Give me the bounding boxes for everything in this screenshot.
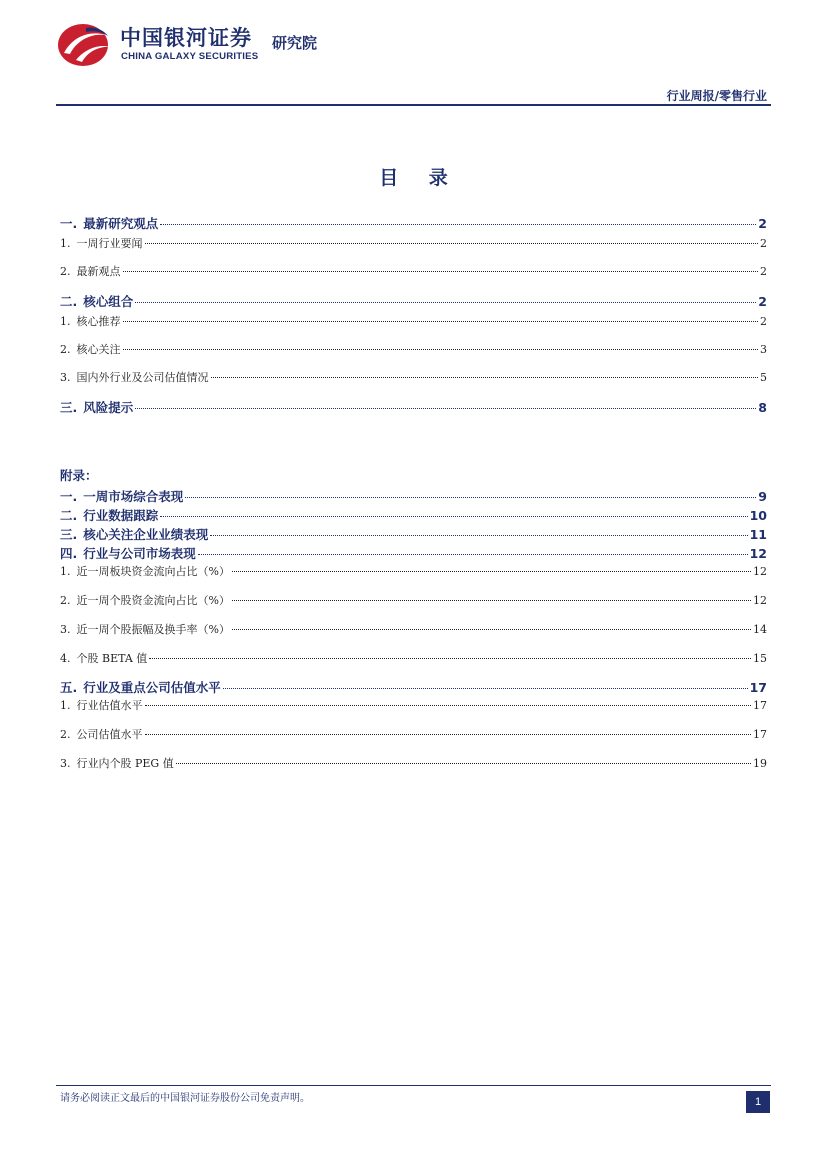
toc-dot-leader [145, 705, 752, 706]
toc-entry-title: 行业内个股 PEG 值 [76, 757, 174, 770]
toc-entry-page: 2 [760, 315, 767, 328]
toc-entry-page: 9 [758, 489, 767, 504]
toc-entry[interactable] [60, 650, 767, 666]
toc-dot-leader [211, 377, 759, 378]
toc-entry-number: 2. [60, 594, 71, 607]
toc-dot-leader [123, 271, 759, 272]
galaxy-logo-icon [56, 20, 112, 68]
toc-entry-title: 最新研究观点 [83, 216, 159, 231]
toc-entry-number: 3. [60, 757, 71, 770]
toc-entry-number: 1. [60, 315, 71, 328]
toc-dot-leader [185, 497, 756, 498]
toc-entry-title: 最新观点 [76, 265, 121, 278]
toc-entry[interactable] [60, 341, 767, 357]
toc-entry-title: 公司估值水平 [76, 728, 143, 741]
toc-entry[interactable] [60, 369, 767, 385]
toc-entry-page: 12 [749, 546, 767, 561]
toc-entry-number: 3. [60, 623, 71, 636]
toc-entry-page: 17 [753, 699, 767, 712]
toc-dot-leader [135, 408, 756, 409]
toc-dot-leader [223, 688, 748, 689]
toc-entry[interactable] [60, 525, 767, 543]
toc-dot-leader [198, 554, 748, 555]
toc-entry-title: 近一周板块资金流向占比（%） [76, 565, 230, 578]
toc-entry-page: 2 [760, 265, 767, 278]
toc-entry[interactable] [60, 544, 767, 562]
toc-entry-page: 19 [753, 757, 767, 770]
toc-entry[interactable] [60, 214, 767, 232]
toc-entry-page: 5 [760, 371, 767, 384]
toc-entry[interactable] [60, 292, 767, 310]
toc-entry-number: 2. [60, 265, 71, 278]
toc-title: 目 录 [379, 167, 460, 189]
toc-entry-number: 四. [60, 546, 78, 561]
toc-entry-title: 行业及重点公司估值水平 [83, 680, 221, 695]
toc-entry[interactable] [60, 621, 767, 637]
toc-entry[interactable] [60, 313, 767, 329]
toc-entry-page: 12 [753, 565, 767, 578]
toc-dot-leader [123, 321, 759, 322]
toc-entry-title: 核心组合 [83, 294, 134, 309]
toc-entry-page: 11 [749, 527, 767, 542]
toc-entry-title: 近一周个股资金流向占比（%） [76, 594, 230, 607]
toc-entry-number: 三. [60, 400, 78, 415]
toc-entry-page: 12 [753, 594, 767, 607]
toc-entry-page: 14 [753, 623, 767, 636]
toc-dot-leader [210, 535, 747, 536]
toc-entry-page: 2 [760, 237, 767, 250]
page-number: 1 [746, 1091, 770, 1113]
toc-dot-leader [232, 571, 751, 572]
toc-entry-number: 4. [60, 652, 71, 665]
toc-dot-leader [145, 734, 752, 735]
toc-entry-page: 17 [749, 680, 767, 695]
disclaimer-note: 请务必阅读正文最后的中国银河证券股份公司免责声明。 [60, 1093, 310, 1104]
toc-dot-leader [135, 302, 756, 303]
toc-entry-title: 核心关注企业业绩表现 [83, 527, 209, 542]
toc-entry-number: 1. [60, 237, 71, 250]
toc-entry-title: 风险提示 [83, 400, 134, 415]
toc-entry-number: 一. [60, 489, 78, 504]
toc-entry[interactable] [60, 263, 767, 279]
toc-entry-title: 一周市场综合表现 [83, 489, 184, 504]
toc-entry-title: 个股 BETA 值 [76, 652, 148, 665]
toc-entry-title: 行业与公司市场表现 [83, 546, 196, 561]
toc-entry-page: 17 [753, 728, 767, 741]
header-divider [56, 104, 771, 106]
toc-entry-number: 一. [60, 216, 78, 231]
toc-entry-number: 3. [60, 371, 71, 384]
toc-entry-page: 2 [758, 216, 767, 231]
brand-institute: 研究院 [272, 34, 318, 52]
brand-name-en: CHINA GALAXY SECURITIES [121, 51, 259, 62]
toc-dot-leader [232, 629, 751, 630]
toc-entry[interactable] [60, 726, 767, 742]
toc-entry[interactable] [60, 592, 767, 608]
toc-entry[interactable] [60, 235, 767, 251]
toc-dot-leader [232, 600, 751, 601]
toc-entry-title: 行业估值水平 [76, 699, 143, 712]
toc-dot-leader [160, 516, 747, 517]
toc-entry[interactable] [60, 755, 767, 771]
toc-entry-title: 核心推荐 [76, 315, 121, 328]
toc-dot-leader [123, 349, 759, 350]
footer-divider [56, 1085, 771, 1086]
toc-dot-leader [176, 763, 751, 764]
toc-entry[interactable] [60, 678, 767, 696]
toc-entry-page: 3 [760, 343, 767, 356]
toc-entry-number: 1. [60, 699, 71, 712]
toc-entry-number: 1. [60, 565, 71, 578]
brand-name-cn: 中国银河证券 [120, 26, 252, 50]
toc-entry-number: 二. [60, 508, 78, 523]
toc-entry[interactable] [60, 563, 767, 579]
company-logo [56, 20, 336, 68]
toc-entry[interactable] [60, 487, 767, 505]
toc-entry[interactable] [60, 398, 767, 416]
toc-entry-title: 核心关注 [76, 343, 121, 356]
toc-entry[interactable] [60, 506, 767, 524]
toc-entry-title: 一周行业要闻 [76, 237, 143, 250]
toc-dot-leader [145, 243, 759, 244]
toc-entry-number: 三. [60, 527, 78, 542]
toc-entry-page: 15 [753, 652, 767, 665]
toc-entry-number: 2. [60, 728, 71, 741]
toc-entry-title: 行业数据跟踪 [83, 508, 159, 523]
toc-entry-number: 五. [60, 680, 78, 695]
toc-entry-number: 二. [60, 294, 78, 309]
toc-dot-leader [149, 658, 751, 659]
appendix-label: 附录： [60, 468, 98, 483]
toc-entry-title: 国内外行业及公司估值情况 [76, 371, 209, 384]
toc-entry-page: 2 [758, 294, 767, 309]
toc-entry-number: 2. [60, 343, 71, 356]
toc-entry-page: 10 [749, 508, 767, 523]
toc-entry-page: 8 [758, 400, 767, 415]
report-category: 行业周报/零售行业 [666, 89, 767, 103]
toc-dot-leader [160, 224, 756, 225]
toc-entry-title: 近一周个股振幅及换手率（%） [76, 623, 230, 636]
toc-entry[interactable] [60, 697, 767, 713]
